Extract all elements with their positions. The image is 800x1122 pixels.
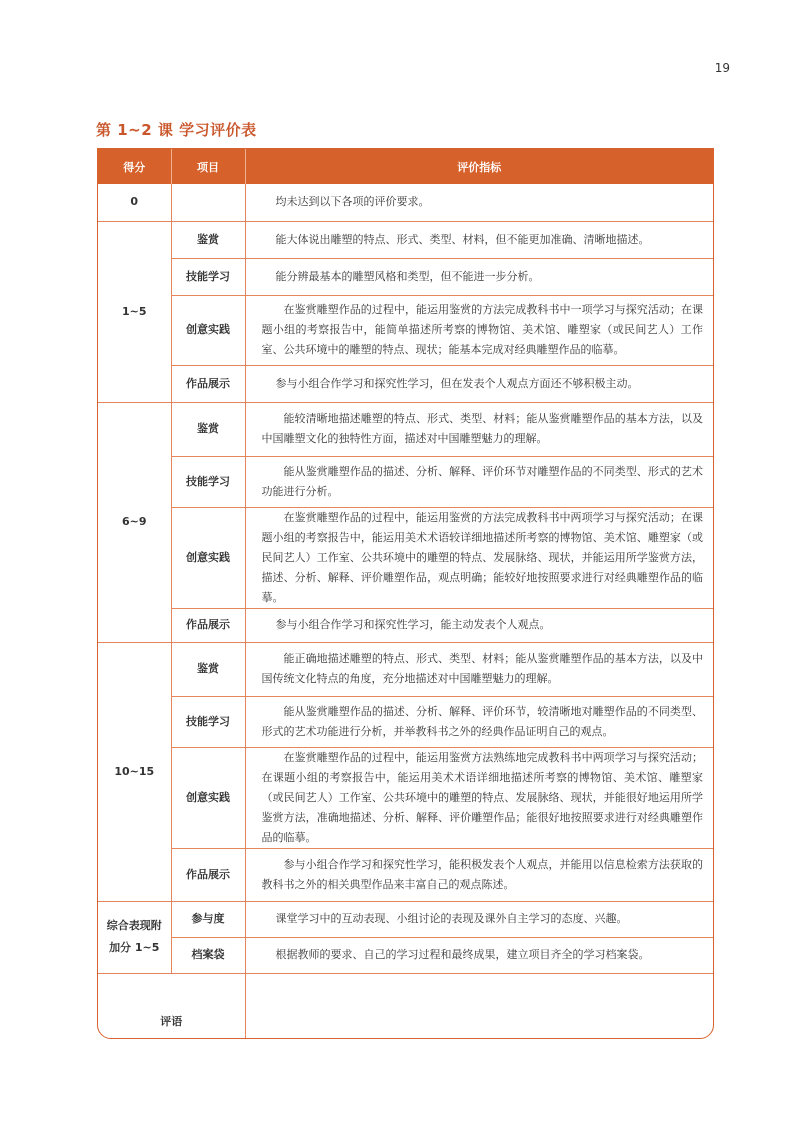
criteria-cell: 在鉴赏雕塑作品的过程中，能运用鉴赏的方法完成教科书中两项学习与探究活动；在课题小组的考察报告中，能运用美术术语较详细地描述所考察的博物馆、美术馆、雕塑家（或民间艺人）工作室、公共环境中的雕塑的特点、发展脉络、现状，并能运用所学鉴赏方法，描述、分析、解释、评价雕塑作品，观点明确；能较好地按照要求进行对经典雕塑作品的临摹。 [245,507,713,608]
table-row [98,258,713,295]
table-row [98,184,713,221]
table-row [98,901,713,937]
table-row [98,221,713,258]
table-row [98,642,713,696]
header-criteria: 评价指标 [245,149,713,184]
item-cell: 作品展示 [171,608,245,642]
criteria-cell: 能从鉴赏雕塑作品的描述、分析、解释、评价环节，较清晰地对雕塑作品的不同类型、形式的艺术功能进行分析，并举教科书之外的经典作品证明自己的观点。 [245,696,713,747]
comment-row [98,973,713,1039]
item-cell: 技能学习 [171,696,245,747]
criteria-cell: 能分辨最基本的雕塑风格和类型，但不能进一步分析。 [245,258,713,295]
item-cell: 创意实践 [171,747,245,848]
criteria-cell: 根据教师的要求、自己的学习过程和最终成果，建立项目齐全的学习档案袋。 [245,937,713,973]
table-row [98,456,713,507]
item-cell: 作品展示 [171,848,245,901]
table-row [98,747,713,848]
evaluation-table [97,148,714,1039]
criteria-cell: 参与小组合作学习和探究性学习，能主动发表个人观点。 [245,608,713,642]
criteria-cell: 参与小组合作学习和探究性学习，但在发表个人观点方面还不够积极主动。 [245,365,713,402]
page-number: 19 [714,61,730,75]
item-cell: 技能学习 [171,258,245,295]
header-score: 得分 [98,149,171,184]
item-cell: 鉴赏 [171,402,245,456]
criteria-cell: 参与小组合作学习和探究性学习，能积极发表个人观点，并能用以信息检索方法获取的教科书之外的相关典型作品来丰富自己的观点陈述。 [245,848,713,901]
criteria-cell: 能从鉴赏雕塑作品的描述、分析、解释、评价环节对雕塑作品的不同类型、形式的艺术功能进行分析。 [245,456,713,507]
table-header-row [98,149,713,184]
criteria-cell: 在鉴赏雕塑作品的过程中，能运用鉴赏的方法完成教科书中一项学习与探究活动；在课题小组的考察报告中，能简单描述所考察的博物馆、美术馆、雕塑家（或民间艺人）工作室、公共环境中的雕塑的特点、现状；能基本完成对经典雕塑作品的临摹。 [245,295,713,365]
score-cell: 1~5 [98,221,171,402]
score-cell: 0 [98,184,171,221]
table-row [98,295,713,365]
table-row [98,696,713,747]
table-row [98,365,713,402]
comment-field[interactable] [245,973,713,1039]
table-row [98,608,713,642]
comment-label: 评语 [98,973,245,1039]
criteria-cell: 在鉴赏雕塑作品的过程中，能运用鉴赏方法熟练地完成教科书中两项学习与探究活动；在课题小组的考察报告中，能运用美术术语详细地描述所考察的博物馆、美术馆、雕塑家（或民间艺人）工作室、公共环境中的雕塑的特点、发展脉络、现状，并能很好地运用所学鉴赏方法，准确地描述、分析、解释、评价雕塑作品；能很好地按照要求进行对经典雕塑作品的临摹。 [245,747,713,848]
item-cell: 鉴赏 [171,221,245,258]
table-row [98,507,713,608]
table-row [98,848,713,901]
page-title: 第 1~2 课 学习评价表 [96,121,257,139]
criteria-cell: 能大体说出雕塑的特点、形式、类型、材料，但不能更加准确、清晰地描述。 [245,221,713,258]
criteria-cell: 能正确地描述雕塑的特点、形式、类型、材料；能从鉴赏雕塑作品的基本方法，以及中国传统文化特点的角度，充分地描述对中国雕塑魅力的理解。 [245,642,713,696]
table-row [98,937,713,973]
item-cell: 创意实践 [171,507,245,608]
score-cell: 10~15 [98,642,171,901]
item-cell: 鉴赏 [171,642,245,696]
item-cell: 作品展示 [171,365,245,402]
item-cell: 档案袋 [171,937,245,973]
item-cell [171,184,245,221]
score-cell: 综合表现附加分 1~5 [98,901,171,973]
criteria-cell: 均未达到以下各项的评价要求。 [245,184,713,221]
item-cell: 创意实践 [171,295,245,365]
item-cell: 参与度 [171,901,245,937]
criteria-cell: 课堂学习中的互动表现、小组讨论的表现及课外自主学习的态度、兴趣。 [245,901,713,937]
item-cell: 技能学习 [171,456,245,507]
criteria-cell: 能较清晰地描述雕塑的特点、形式、类型、材料；能从鉴赏雕塑作品的基本方法，以及中国雕塑文化的独特性方面，描述对中国雕塑魅力的理解。 [245,402,713,456]
score-cell: 6~9 [98,402,171,642]
header-item: 项目 [171,149,245,184]
table-row [98,402,713,456]
